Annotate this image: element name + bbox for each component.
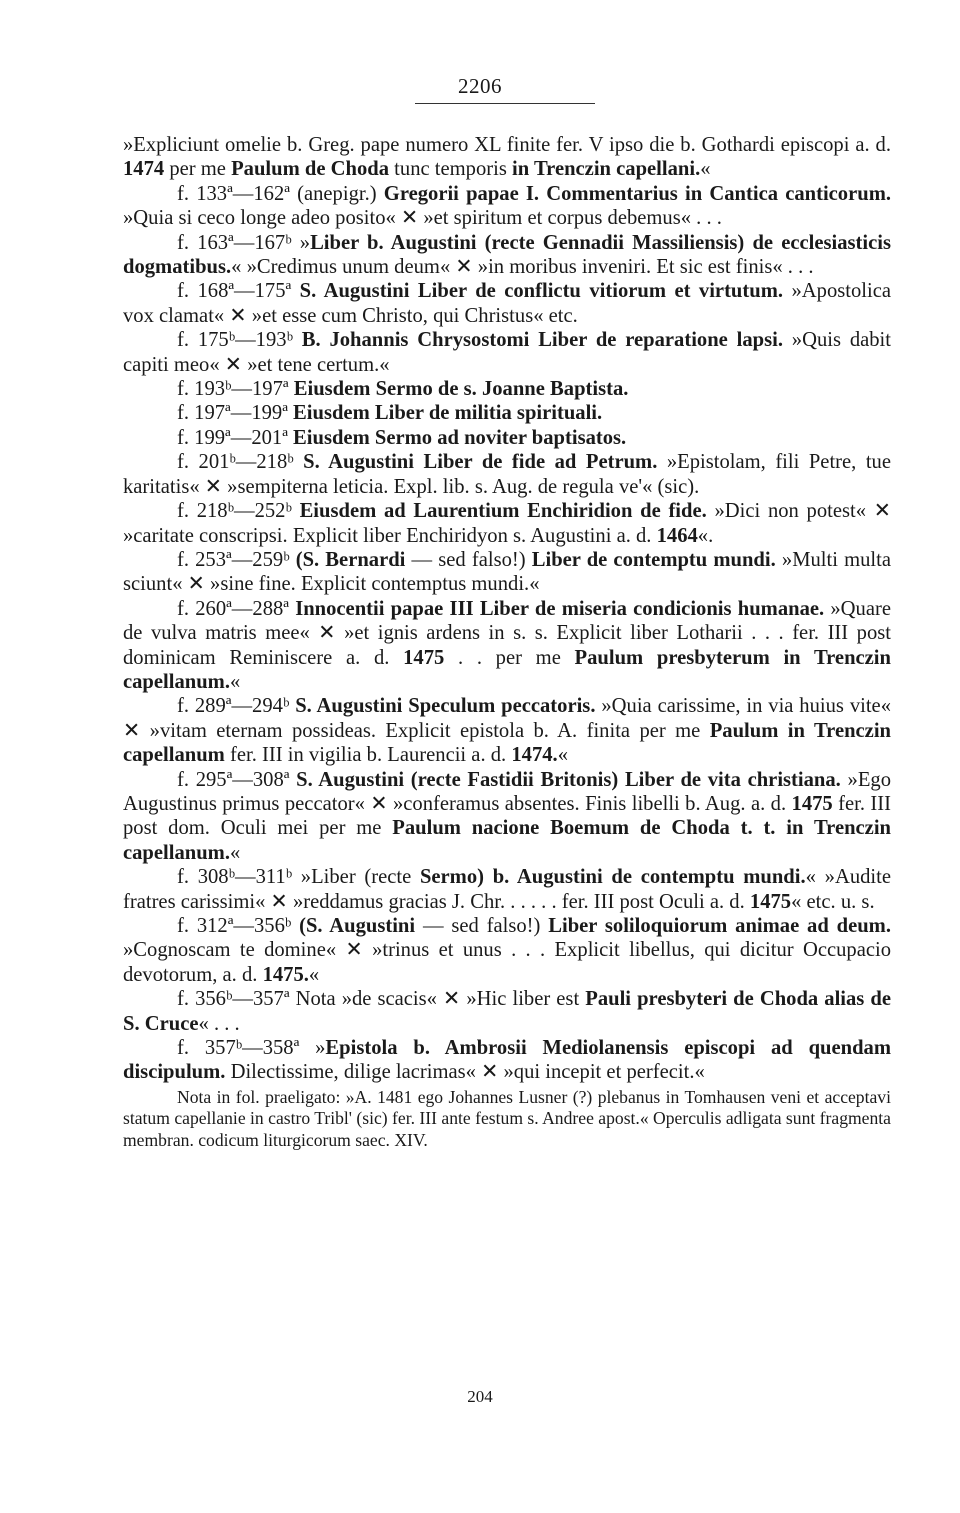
text-segment: »Expliciunt omelie b. Greg. pape numero XL finite fer. V ipso die b. Gothardi episcopi a. d. (123, 134, 891, 156)
catalogue-entry (123, 401, 891, 425)
catalogue-entry (123, 328, 891, 377)
text-segment: »Multi multa sciunt« ✕ »sine fine. Explicit contemptus mundi.« (123, 548, 892, 596)
page-header-code: 2206 (458, 74, 502, 98)
text-segment: fer. III in vigilia b. Laurencii a. d. (224, 744, 512, 767)
text-segment: « »Audite fratres carissimi« ✕ »reddamus gracias J. Chr. . . . . . fer. III post Oculi a. d. (123, 866, 891, 913)
text-segment: f. 218ᵇ—252ᵇ (177, 500, 300, 523)
text-segment: f. 168ª—175ª (177, 280, 300, 303)
bold-text: (S. Bernardi (295, 548, 406, 571)
catalogue-entry (123, 914, 891, 987)
catalogue-entry (123, 499, 891, 548)
text-segment: f. 163ª—167ᵇ » (177, 231, 311, 254)
text-segment: « . . . (198, 1012, 240, 1035)
text-segment: Dilectissime, dilige lacrimas« ✕ »qui incepit et perfecit.« (225, 1061, 705, 1084)
catalogue-entry (123, 377, 891, 401)
bold-text: 1474 (123, 158, 165, 181)
text-segment: f. 193ᵇ—197ª (177, 378, 294, 401)
text-segment: »Apostolica vox clamat« ✕ »et esse cum Christo, qui Christus« etc. (123, 280, 891, 327)
bold-text: (S. Augustini (299, 915, 416, 937)
bold-text: Eiusdem Sermo ad noviter baptisatos. (293, 426, 627, 449)
text-segment: — sed falso!) (405, 548, 532, 571)
catalogue-entry (123, 548, 891, 597)
bold-text: Eiusdem Liber de militia spirituali. (293, 402, 603, 425)
header-rule (415, 103, 595, 104)
text-segment: »Quia carissime, in via huius vite« ✕ »vitam eternam possideas. Explicit epistola b. A. finita per me (123, 695, 891, 742)
bold-text: Pauli presbyteri de Choda alias de S. Cruce (123, 988, 891, 1035)
bold-text: 1464 (656, 524, 698, 547)
text-segment: »Epistolam, fili Petre, tue karitatis« ✕ »sempiterna leticia. Expl. lib. s. Aug. de regula ve'« (sic). (123, 451, 891, 498)
text-segment: « (229, 670, 241, 693)
bold-text: 1475 (749, 890, 792, 913)
text-segment: Nota in fol. praeligato: »A. 1481 ego Johannes Lusner (?) plebanus in Tomhausen veni et acceptavi statum capellanie in castro Tribl' (sic) fer. III ante festum s. Andree apost.« Operculis adligata sunt fragmenta membran. codicum liturgicorum saec. XIV. (123, 1086, 891, 1150)
bold-text: Epistola b. Ambrosii Mediolanensis episcopi ad quendam discipulum. (123, 1037, 891, 1084)
text-segment: per me (164, 158, 232, 181)
text-segment: »Dici non potest« ✕ »caritate conscripsi. Explicit liber Enchiridyon s. Augustini a. d. (123, 500, 892, 547)
manuscript-note (123, 1087, 891, 1152)
catalogue-entry (123, 987, 891, 1036)
bold-text: 1475. (262, 963, 309, 986)
catalogue-entry (123, 133, 891, 182)
bold-text: Innocentii papae III Liber de miseria condicionis humanae. (295, 597, 825, 620)
text-segment: »Quis dabit capiti meo« ✕ »et tene certum.« (123, 329, 891, 376)
catalogue-entry (123, 231, 891, 280)
text-segment: « (229, 841, 241, 864)
text-segment: »Quare de vulva matris mee« ✕ »et ignis ardens in s. s. Explicit liber Lotharii . . . fer. III post dominicam Reminiscere a. d. (123, 597, 891, 669)
text-segment: . . per me (444, 646, 575, 669)
bold-text: B. Johannis Chrysostomi Liber de reparatione lapsi. (301, 329, 783, 352)
text-segment: tunc temporis (389, 158, 513, 181)
bold-text: S. Augustini (recte Fastidii Britonis) Liber de vita christiana. (296, 768, 841, 791)
text-segment: « »Credimus unum deum« ✕ »in moribus inveniri. Et sic est finis« . . . (231, 256, 814, 279)
text-segment: f. 197ª—199ª (177, 402, 294, 425)
catalogue-entry (123, 182, 891, 231)
catalogue-text (123, 133, 891, 1151)
bold-text: Liber de contemptu mundi. (531, 548, 776, 571)
bold-text: Liber b. Augustini (recte Gennadii Massiliensis) de ecclesiasticis dogmatibus. (123, 231, 891, 279)
text-segment: f. 289ª—294ᵇ (177, 695, 296, 718)
catalogue-entry (123, 865, 891, 914)
bold-text: Paulum presbyterum in Trenczin capellanum. (123, 646, 891, 693)
text-segment: f. 312ª—356ᵇ (177, 915, 300, 937)
bold-text: Paulum de Choda (231, 158, 390, 181)
text-segment: f. 175ᵇ—193ᵇ (177, 329, 302, 352)
page-number: 204 (467, 1387, 493, 1406)
text-segment: »Quia si ceco longe adeo posito« ✕ »et spiritum et corpus debemus« . . . (123, 207, 722, 230)
text-segment: « etc. u. s. (791, 890, 875, 913)
bold-text: Eiusdem Sermo de s. Joanne Baptista. (293, 378, 629, 401)
text-segment: »Cognoscam te domine« ✕ »trinus et unus . . . Explicit libellus, qui dicitur Occupacio devotorum, a. d. (123, 939, 891, 986)
bold-text: 1475 (791, 792, 833, 815)
catalogue-entry (123, 597, 891, 695)
bold-text: Gregorii papae I. Commentarius in Cantica canticorum. (383, 182, 891, 205)
text-segment: « (700, 158, 711, 181)
text-segment: f. 356ᵇ—357ª Nota »de scacis« ✕ »Hic liber est (177, 988, 586, 1011)
bold-text: Paulum nacione Boemum de Choda t. t. in Trenczin capellanum. (123, 817, 891, 864)
text-segment: « (557, 744, 568, 767)
text-segment: f. 253ª—259ᵇ (177, 548, 296, 571)
bold-text: 1475 (403, 646, 445, 669)
text-segment: « (308, 963, 320, 986)
catalogue-entry (123, 694, 891, 767)
bold-text: S. Augustini Liber de conflictu vitiorum et virtutum. (299, 280, 784, 303)
bold-text: Sermo) b. Augustini de contemptu mundi. (419, 866, 806, 889)
text-segment: f. 260ª—288ª (177, 597, 296, 620)
text-segment: f. 201ᵇ—218ᵇ (177, 451, 304, 474)
text-segment: — sed falso!) (415, 915, 549, 937)
bold-text: S. Augustini Speculum peccatoris. (295, 695, 596, 718)
catalogue-entry (123, 1036, 891, 1085)
bold-text: Liber soliloquiorum animae ad deum. (548, 915, 891, 937)
catalogue-entry (123, 450, 891, 499)
bold-text: in Trenczin capellani. (512, 158, 701, 181)
text-segment: f. 133ª—162ª (anepigr.) (177, 182, 384, 205)
catalogue-entry (123, 279, 891, 328)
text-segment: f. 199ª—201ª (177, 426, 294, 449)
catalogue-entry (123, 768, 891, 866)
text-segment: »Ego Augustinus primus peccator« ✕ »conferamus absentes. Finis libelli b. Aug. a. d. (123, 768, 892, 815)
text-segment: f. 295ª—308ª (177, 768, 297, 791)
bold-text: 1474. (511, 744, 558, 767)
text-segment: f. 308ᵇ—311ᵇ »Liber (recte (177, 866, 420, 889)
text-segment: «. (697, 524, 714, 547)
bold-text: S. Augustini Liber de fide ad Petrum. (303, 451, 658, 474)
bold-text: Eiusdem ad Laurentium Enchiridion de fide. (299, 500, 707, 523)
bold-text: Paulum in Trenczin capellanum (123, 719, 891, 767)
catalogue-entry (123, 426, 891, 450)
text-segment: f. 357ᵇ—358ª » (177, 1037, 326, 1060)
text-segment: fer. III post dom. Oculi mei per me (123, 792, 891, 840)
